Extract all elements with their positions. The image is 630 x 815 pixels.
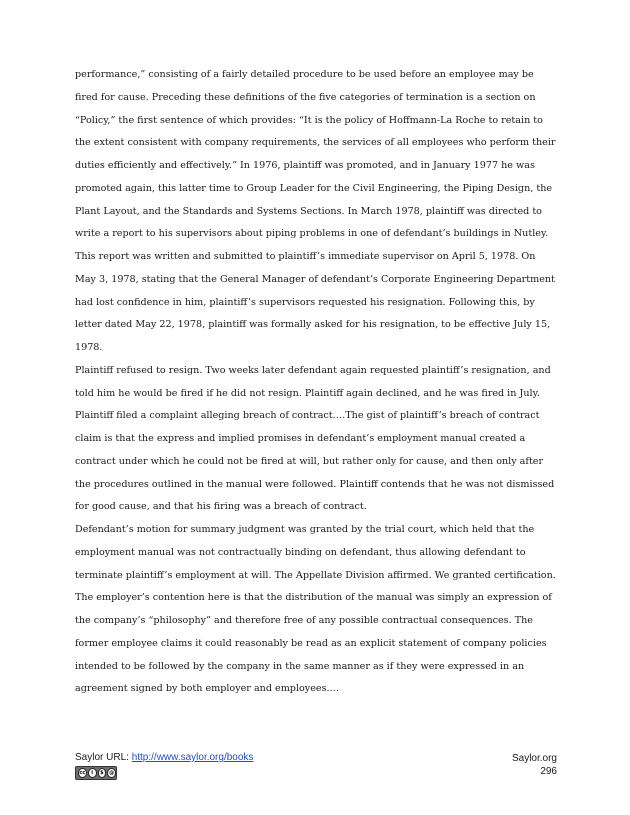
by-circle-icon: i bbox=[88, 768, 97, 778]
nc-circle-icon: $ bbox=[98, 768, 107, 778]
paragraph-2: Plaintiff refused to resign. Two weeks later defendant again requested plaintiff’s resignation, and told him he would be fired if he did not resign. Plaintiff again declined, and he was fired in July. bbox=[75, 364, 551, 399]
page-number: 296 bbox=[540, 766, 557, 777]
saylor-url-line bbox=[75, 752, 253, 763]
footer-right bbox=[512, 752, 557, 778]
body-text bbox=[75, 64, 557, 701]
site-name: Saylor.org bbox=[511, 753, 557, 764]
paragraph-1: performance,” consisting of a fairly detailed procedure to be used before an employee may be fired for cause. Preceding these definitions of the five categories of termination is a section on “Policy,” the first sentence of which provides: “It is the policy of Hoffmann-La Roche to retain to the extent consistent with company requirements, the services of all employees who perform their duties efficiently and effectively.” In 1976, plaintiff was promoted, and in January 1977 he was promoted again, this latter time to Group Leader for the Civil Engineering, the Piping Design, the Plant Layout, and the Standards and Systems Sections. In March 1978, plaintiff was directed to write a report to his supervisors about piping problems in one of defendant’s buildings in Nutley. This report was written and submitted to plaintiff’s immediate supervisor on April 5, 1978. On May 3, 1978, stating that the General Manager of defendant’s Corporate Engineering Department had lost confidence in him, plaintiff’s supervisors requested his resignation. Following this, by letter dated May 22, 1978, plaintiff was formally asked for his resignation, to be effective July 15, 1978. bbox=[75, 69, 556, 353]
sa-circle-icon: @ bbox=[109, 770, 115, 776]
page-footer bbox=[75, 752, 557, 792]
paragraph-3: Plaintiff filed a complaint alleging breach of contract.…The gist of plaintiff’s breach of contract claim is that the express and implied promises in defendant’s employment manual created a contract under which he could not be fired at will, but rather only for cause, and then only after the procedures outlined in the manual were followed. Plaintiff contends that he was not dismissed for good cause, and that his firing was a breach of contract. bbox=[75, 410, 555, 513]
saylor-url-label: Saylor URL: bbox=[75, 752, 132, 763]
saylor-url-link[interactable]: http://www.saylor.org/books bbox=[131, 752, 254, 763]
paragraph-5: The employer’s contention here is that the distribution of the manual was simply an expression of the company’s “philosophy” and therefore free of any possible contractual consequences. The former employee claims it could reasonably be read as an explicit statement of company policies intended to be followed by the company in the same manner as if they were expressed in an agreement signed by both employer and employees.… bbox=[75, 592, 552, 695]
paragraph-4: Defendant’s motion for summary judgment was granted by the trial court, which held that the employment manual was not contractually binding on defendant, thus allowing defendant to terminate plaintiff’s employment at will. The Appellate Division affirmed. We granted certification. bbox=[75, 524, 556, 581]
cc-circle-icon: cc bbox=[79, 770, 86, 776]
creative-commons-by-nc-sa-icon[interactable] bbox=[75, 766, 117, 780]
